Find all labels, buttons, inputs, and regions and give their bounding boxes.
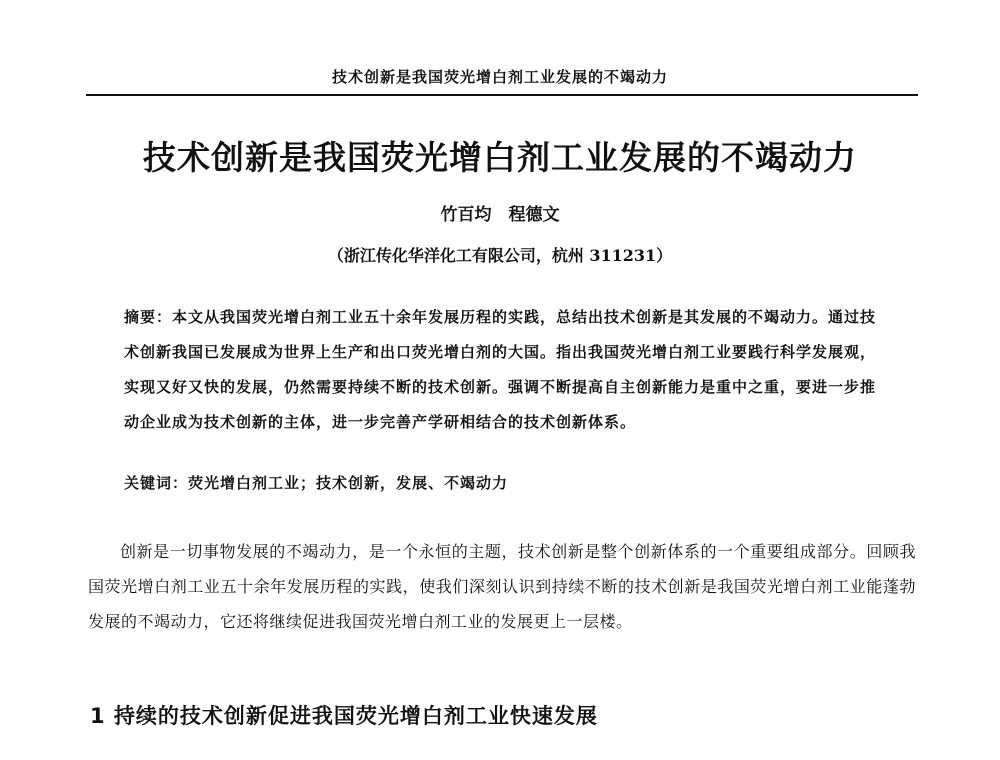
abstract-label: 摘要： xyxy=(124,308,173,326)
abstract-text: 本文从我国荧光增白剂工业五十余年发展历程的实践，总结出技术创新是其发展的不竭动力。通过技术创新我国已发展成为世界上生产和出口荧光增白剂的大国。指出我国荧光增白剂工业要践行科学发展观，实现又好又快的发展，仍然需要持续不断的技术创新。强调不断提高自主创新能力是重中之重，要进一步推动企业成为技术创新的主体，进一步完善产学研相结合的技术创新体系。 xyxy=(124,308,877,431)
abstract xyxy=(124,300,884,440)
affiliation: （浙江传化华洋化工有限公司，杭州 311231） xyxy=(327,246,673,265)
intro-paragraph: 创新是一切事物发展的不竭动力，是一个永恒的主题，技术创新是整个创新体系的一个重要组成部分。回顾我国荧光增白剂工业五十余年发展历程的实践，使我们深刻认识到持续不断的技术创新是我国荧光增白剂工业能蓬勃发展的不竭动力，它还将继续促进我国荧光增白剂工业的发展更上一层楼。 xyxy=(88,542,916,631)
section-heading: 1 持续的技术创新促进我国荧光增白剂工业快速发展 xyxy=(90,704,598,728)
paper-title: 技术创新是我国荧光增白剂工业发展的不竭动力 xyxy=(143,138,857,177)
keywords xyxy=(124,472,884,493)
header-rule xyxy=(86,94,918,96)
keywords-text: 荧光增白剂工业；技术创新，发展、不竭动力 xyxy=(188,474,509,492)
running-header: 技术创新是我国荧光增白剂工业发展的不竭动力 xyxy=(331,68,668,86)
keywords-label: 关键词： xyxy=(124,474,189,492)
authors: 竹百均 程德文 xyxy=(440,205,560,225)
